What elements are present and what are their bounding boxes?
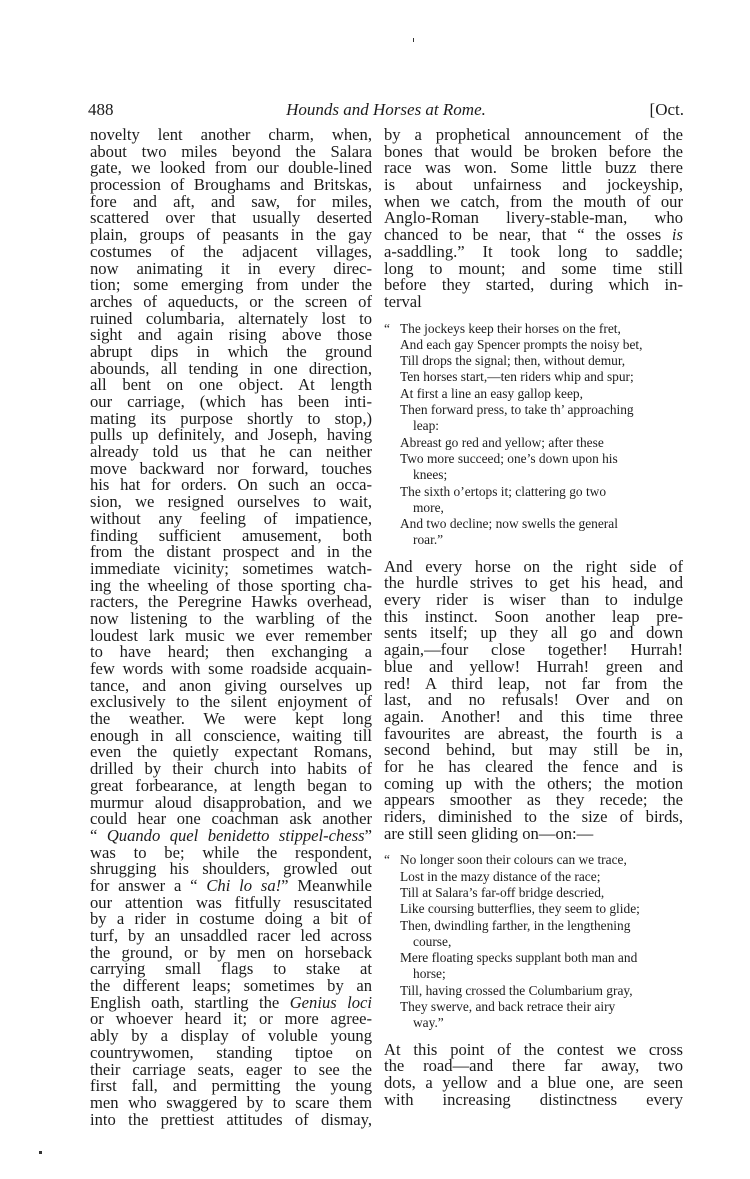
text-line: sents itself; up they all go and down — [384, 623, 683, 643]
open-quote-mark: “ — [384, 320, 390, 336]
text-line: ably by a display of voluble young — [90, 1026, 372, 1046]
text-line: to have heard; then exchanging a — [90, 642, 372, 662]
text-line: from the distant prospect and in the — [90, 542, 372, 562]
text-line: before they started, during which in- — [384, 275, 683, 295]
verse-line: Abreast go red and yellow; after these — [400, 434, 604, 450]
text-line: a-saddling.” It took long to saddle; — [384, 241, 683, 261]
text-line: again. Another! and this time three — [384, 706, 683, 726]
text-line: long to mount; and some time still — [384, 258, 683, 278]
text-line: drilled by their church into habits of — [90, 759, 372, 779]
verse-line: Like coursing butterflies, they seem to glide; — [400, 901, 640, 917]
text-line: second behind, but may still be in, — [384, 740, 683, 760]
left-paragraph-lines-d — [90, 1011, 372, 1128]
text-line: red! A third leap, not far from the — [384, 673, 683, 693]
text-line: our carriage, (which has been inti- — [90, 392, 372, 411]
text-line: by a rider in costume doing a bit of — [90, 909, 372, 929]
text-line: was to be; while the respondent, — [90, 842, 372, 862]
verse-line: At first a line an easy gallop keep, — [400, 385, 583, 401]
text-line: exclusively to the silent enjoyment of — [90, 692, 372, 712]
text-line: race was won. Some little buzz there — [384, 158, 683, 178]
text-line: turf, by an unsaddled racer led across — [90, 926, 372, 945]
text-line: plain, groups of peasants in the gay — [90, 225, 372, 245]
text-line: all bent on one object. At length — [90, 375, 372, 395]
text-line: procession of Broughams and Britskas, — [90, 175, 372, 195]
verse-line: knees; — [413, 467, 448, 483]
text-line: racters, the Peregrine Hawks overhead, — [90, 592, 372, 612]
right-paragraph-3 — [384, 1039, 683, 1109]
text-line: immediate vicinity; sometimes watch- — [90, 558, 372, 578]
text-line: the ground, or by men on horseback — [90, 942, 372, 962]
text-line: dots, a yellow and a blue one, are seen — [384, 1073, 683, 1093]
text-line: abrupt dips in which the ground — [90, 341, 372, 361]
text-line: for he has cleared the fence and is — [384, 756, 683, 776]
text-line: their carriage seats, eager to see the — [90, 1059, 372, 1079]
text-line: fore and aft, and saw, for miles, — [90, 191, 372, 211]
verse-line: way.” — [413, 1015, 444, 1031]
text-line: favourites are abreast, the fourth is a — [384, 723, 683, 743]
month-marker: [Oct. — [649, 100, 684, 119]
text-line: even the quietly expectant Romans, — [90, 742, 372, 762]
text-line: terval — [384, 291, 422, 311]
text-line: our attention was fitfully resuscitated — [90, 892, 372, 912]
verse-line-text: The jockeys keep their horses on the fret, — [400, 320, 621, 336]
text-line: enough in all conscience, waiting till — [90, 725, 372, 745]
text-line: arches of aqueducts, or the screen of — [90, 291, 372, 311]
text-line: are still seen gliding on—on:— — [384, 823, 594, 843]
verse-line: Then, dwindling farther, in the lengthening — [400, 917, 631, 933]
left-paragraph-lines-b — [90, 842, 372, 879]
text-line: every rider is wiser than to indulge — [384, 590, 683, 610]
text-line: tion; some emerging from under the — [90, 275, 372, 295]
verse-line: course, — [413, 933, 452, 949]
text-line: now animating it in every direc- — [90, 258, 372, 278]
text-line: when we catch, from the mouth of our — [384, 191, 683, 211]
verse-line: Till, having crossed the Columbarium gray, — [400, 982, 633, 998]
verse-line: Then forward press, to take th’ approaching — [400, 402, 634, 418]
verse-quotation-1 — [384, 321, 683, 549]
text-line: again,—four close together! Hurrah! — [384, 640, 683, 660]
verse-line: roar.” — [413, 532, 444, 548]
verse-line: horse; — [413, 966, 446, 982]
text-line: Anglo-Roman livery-stable-man, who — [384, 208, 683, 228]
text-line: shrugging his shoulders, growled out — [90, 859, 372, 879]
text-line: sion, we resigned ourselves to wait, — [90, 492, 372, 512]
spacer — [384, 842, 683, 852]
text-line: the weather. We were kept long — [90, 709, 372, 729]
left-paragraph-lines — [90, 127, 372, 828]
text-line: with increasing distinctness every — [384, 1089, 683, 1109]
text-line: his hat for orders. On such an occa- — [90, 475, 372, 495]
scan-speck-bottom — [39, 1151, 42, 1154]
italic-genius-line: English oath, startling the Genius loci — [90, 992, 372, 1012]
verse-line: Till drops the signal; then, without demur, — [400, 353, 626, 369]
text-line: scattered over that usually deserted — [90, 208, 372, 228]
verse-line — [384, 321, 683, 337]
text-line: abounds, all tending in one direction, — [90, 358, 372, 378]
scan-speck-top — [413, 38, 414, 42]
verse-line: Lost in the mazy distance of the race; — [400, 868, 601, 884]
text-line: finding sufficient amusement, both — [90, 525, 372, 545]
page-number: 488 — [88, 100, 114, 119]
text-line: without any feeling of impatience, — [90, 508, 372, 528]
text-line: the road—and there far away, two — [384, 1056, 683, 1076]
text-line: by a prophetical announcement of the — [384, 125, 683, 144]
verse-line: They swerve, and back retrace their airy — [400, 999, 616, 1015]
text-line: And every horse on the right side of — [384, 556, 683, 576]
right-column — [384, 127, 683, 1108]
text-line: costumes of the adjacent villages, — [90, 241, 372, 261]
text-line: is about unfairness and jockeyship, — [384, 175, 683, 195]
text-line: At this point of the contest we cross — [384, 1039, 683, 1059]
left-paragraph-lines-c — [90, 892, 372, 996]
text-line: or whoever heard it; or more agree- — [90, 1009, 372, 1029]
verse-line: And each gay Spencer prompts the noisy bet, — [400, 336, 643, 352]
text-line: riders, diminished to the size of birds, — [384, 807, 683, 827]
text-line: first fall, and permitting the young — [90, 1076, 372, 1096]
text-line: men who swaggered by to scare them — [90, 1092, 372, 1112]
text-line: tance, and anon giving ourselves up — [90, 675, 372, 695]
text-line: the different leaps; sometimes by an — [90, 976, 372, 996]
text-line: last, and no refusals! Over and on — [384, 690, 683, 710]
left-column — [90, 127, 372, 1128]
text-line: the hurdle strives to get his head, and — [384, 573, 683, 593]
text-line: great forbearance, at length began to — [90, 775, 372, 795]
text-line: gate, we looked from our double-lined — [90, 158, 372, 178]
spacer — [384, 311, 683, 321]
italic-chilosa-line: for answer a “ Chi lo sa!” Meanwhile — [90, 875, 373, 895]
text-line: countrywomen, standing tiptoe on — [90, 1042, 372, 1062]
text-line: now listening to the warbling of the — [90, 608, 372, 628]
verse-line: more, — [413, 499, 444, 515]
text-line: few words with some roadside acquain- — [90, 659, 372, 678]
text-line: into the prettiest attitudes of dismay, — [90, 1109, 372, 1129]
open-quote-mark: “ — [384, 852, 390, 868]
text-line: could hear one coachman ask another — [90, 809, 372, 829]
running-title: Hounds and Horses at Rome. — [286, 100, 486, 119]
text-line: sight and again rising above those — [90, 325, 372, 345]
verse-line-text: No longer soon their colours can we trace, — [400, 852, 627, 868]
text-line: this instinct. Soon another leap pre- — [384, 606, 683, 626]
verse-line: Till at Salara’s far-off bridge descried, — [400, 885, 605, 900]
text-line: loudest lark music we ever remember — [90, 625, 372, 645]
italic-quote-line: “ Quando quel benidetto stippel-chess” — [90, 825, 373, 845]
text-line: blue and yellow! Hurrah! green and — [384, 656, 683, 676]
verse-line: Two more succeed; one’s down upon his — [400, 450, 618, 466]
verse-line: The sixth o’ertops it; clattering go two — [400, 483, 607, 499]
text-line: move backward nor forward, touches — [90, 458, 372, 478]
text-line: already told us that he can neither — [90, 442, 372, 462]
verse-line: Ten horses start,—ten riders whip and spur; — [400, 369, 634, 385]
running-header — [88, 100, 684, 122]
text-line: mating its purpose shortly to stop,) — [90, 408, 372, 428]
text-line: carrying small flags to stake at — [90, 959, 372, 979]
verse-line: Mere floating specks supplant both man and — [400, 950, 638, 966]
text-line: appears smoother as they recede; the — [384, 790, 683, 810]
right-paragraph-1-b — [384, 241, 683, 311]
text-line: coming up with the others; the motion — [384, 773, 683, 793]
verse-line — [384, 852, 683, 868]
text-line: novelty lent another charm, when, — [90, 125, 372, 144]
text-line: pulls up definitely, and Joseph, having — [90, 425, 372, 445]
verse-line: And two decline; now swells the general — [400, 516, 618, 532]
verse-quotation-2 — [384, 852, 683, 1031]
text-line: ruined columbaria, alternately lost to — [90, 308, 372, 328]
text-line: about two miles beyond the Salara — [90, 141, 372, 161]
right-paragraph-1 — [384, 127, 683, 227]
text-line: bones that would be broken before the — [384, 141, 683, 161]
right-paragraph-2 — [384, 556, 683, 843]
text-line: ing the wheeling of those sporting cha- — [90, 575, 372, 595]
verse-line: leap: — [413, 418, 440, 434]
text-line: murmur aloud disapprobation, and we — [90, 792, 372, 812]
italic-osses-line: chanced to be near, that “ the osses is — [384, 225, 683, 245]
